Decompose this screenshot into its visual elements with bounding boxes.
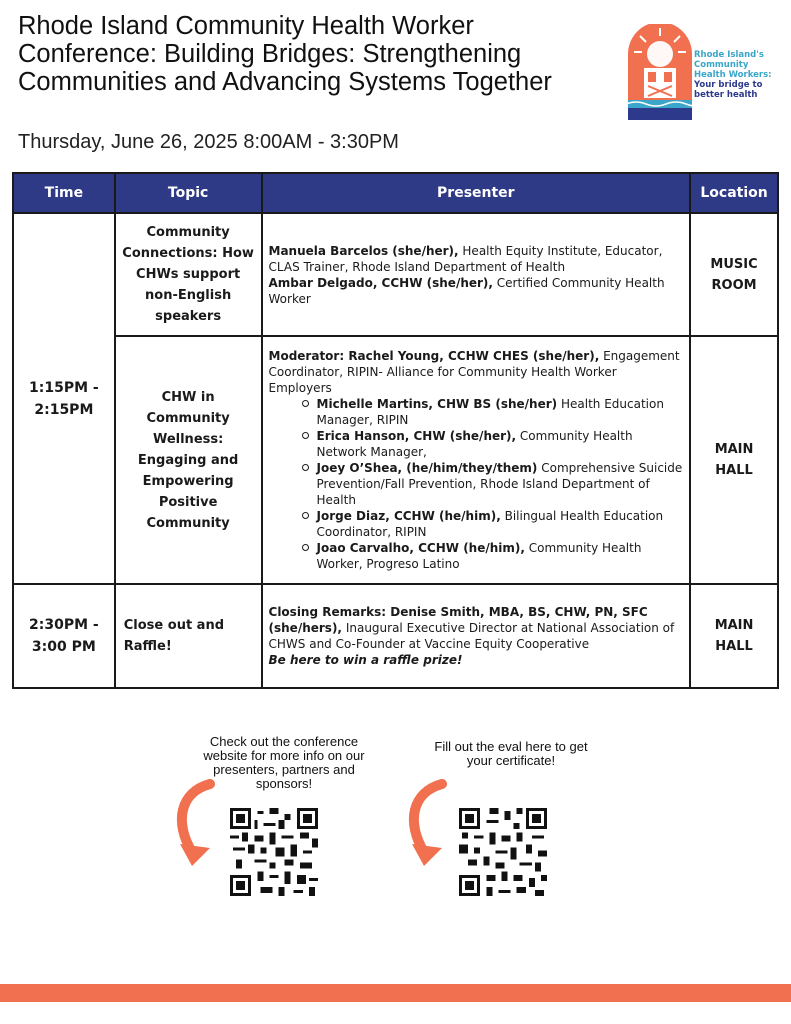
session-location: MUSIC ROOM [690, 213, 778, 336]
eval-qr-code[interactable] [459, 808, 547, 896]
time-slot-1: 1:15PM - 2:15PM [13, 213, 115, 584]
panelist-list [269, 396, 684, 572]
session-location: MAIN HALL [690, 584, 778, 688]
session-topic: Close out and Raffle! [115, 584, 262, 688]
header-topic: Topic [115, 173, 262, 213]
list-item: Erica Hanson, CHW (she/her), Community Health Network Manager, [317, 428, 684, 460]
header-time: Time [13, 173, 115, 213]
website-qr-code[interactable] [230, 808, 318, 896]
footer-accent-bar [0, 984, 791, 1002]
session-location: MAIN HALL [690, 336, 778, 584]
event-date-time: Thursday, June 26, 2025 8:00AM - 3:30PM [18, 131, 399, 153]
schedule-table [12, 172, 779, 689]
session-presenters: Manuela Barcelos (she/her), Health Equity Institute, Educator, CLAS Trainer, Rhode Island Department of Health Ambar Delgado, CCHW (she/her), Certified Community Health Worker [262, 213, 691, 336]
curved-arrow-icon [402, 778, 462, 868]
website-cta-text: Check out the conference website for more info on our presenters, partners and sponsors! [203, 734, 365, 791]
session-presenters: Moderator: Rachel Young, CCHW CHES (she/her), Engagement Coordinator, RIPIN- Alliance for Community Health Worker Employers Michelle Martins, CHW BS (she/her) Health Education Manager, RIPIN Erica Hanson, CHW (she/her), Community Health Network Manager, Joey O’Shea, (he/him/they/them) Comprehensive Suicide Prevention/Fall Prevention, Rhode Island Department of Health Jorge Diaz, CCHW (he/him), Bilingual Health Education Coordinator, RIPIN Joao Carvalho, CCHW (he/him), Community Health Worker, Progreso Latino [262, 336, 691, 584]
curved-arrow-icon [170, 778, 230, 868]
table-header-row [13, 173, 778, 213]
list-item: Jorge Diaz, CCHW (he/him), Bilingual Health Education Coordinator, RIPIN [317, 508, 684, 540]
page-title: Rhode Island Community Health Worker Conference: Building Bridges: Strengthening Communities and Advancing Systems Together [18, 12, 552, 96]
table-row [13, 213, 778, 336]
list-item: Joey O’Shea, (he/him/they/them) Comprehensive Suicide Prevention/Fall Prevention, Rhode Island Department of Health [316, 461, 683, 507]
table-row [13, 584, 778, 688]
logo-tagline: Rhode Island's Community Health Workers: Your bridge to better health [694, 50, 772, 100]
table-row [13, 336, 778, 584]
session-topic: CHW in Community Wellness: Engaging and Empowering Positive Community [115, 336, 262, 584]
raffle-note: Be here to win a raffle prize! [268, 653, 463, 667]
list-item: Michelle Martins, CHW BS (she/her) Health Education Manager, RIPIN [317, 396, 684, 428]
eval-cta-text: Fill out the eval here to get your certificate! [434, 739, 588, 768]
header-location: Location [690, 173, 778, 213]
list-item: Joao Carvalho, CCHW (he/him), Community Health Worker, Progreso Latino [317, 540, 684, 572]
session-topic: Community Connections: How CHWs support non-English speakers [115, 213, 262, 336]
header-presenter: Presenter [262, 173, 691, 213]
time-slot-2: 2:30PM - 3:00 PM [13, 584, 115, 688]
session-presenters: Closing Remarks: Denise Smith, MBA, BS, CHW, PN, SFC (she/hers), Inaugural Executive Director at National Association of CHWS and Co-Founder at Vaccine Equity Cooperative Be here to win a raffle prize! [262, 584, 691, 688]
